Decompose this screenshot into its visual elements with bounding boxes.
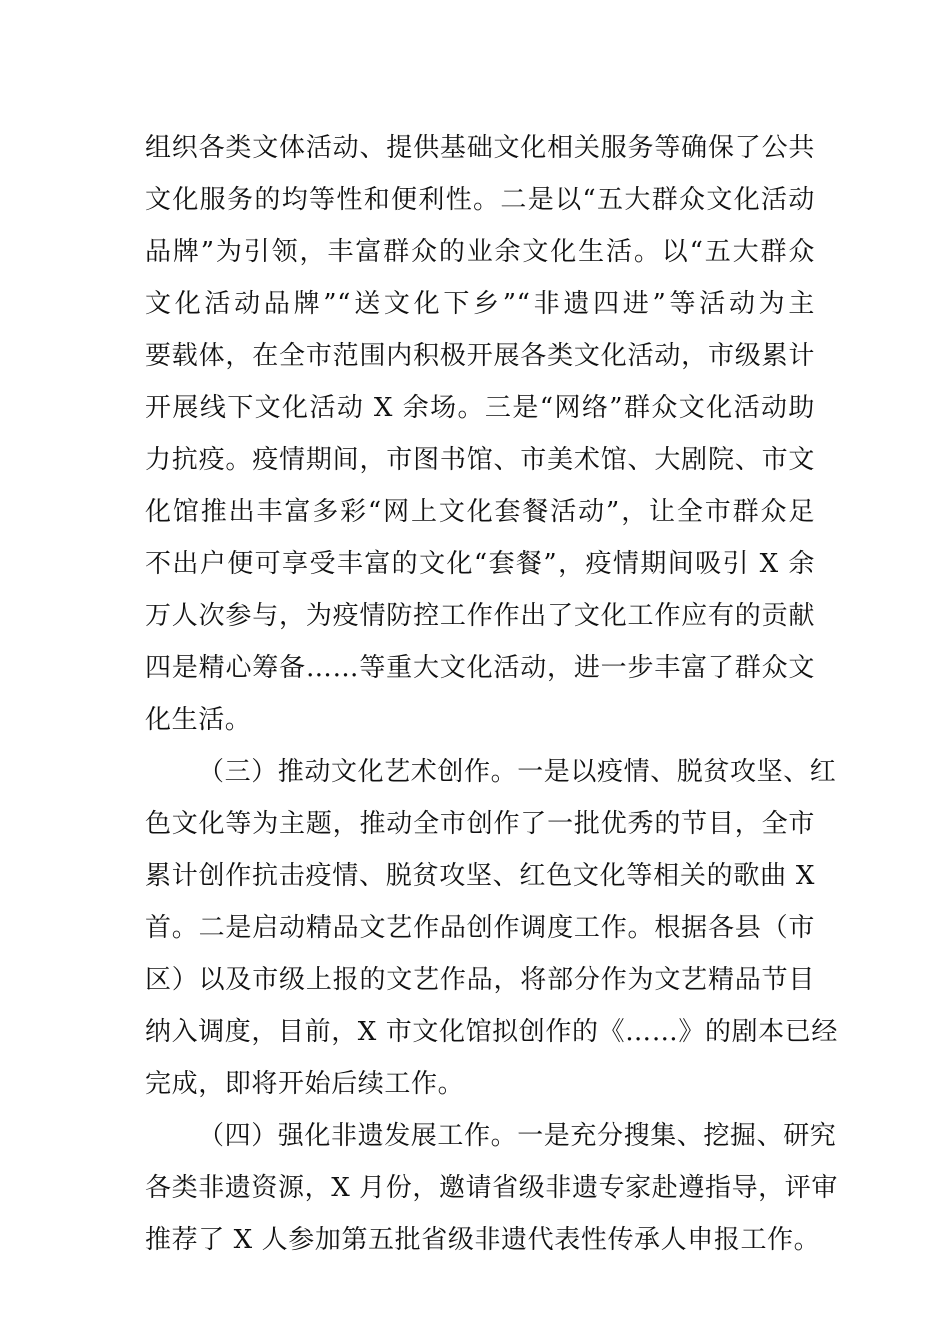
text-line: 化馆推出丰富多彩“网上文化套餐活动”，让全市群众足: [145, 497, 815, 527]
text-line: 四是精心筹备……等重大文化活动，进一步丰富了群众文: [145, 653, 815, 683]
text-line: 完成，即将开始后续工作。: [145, 1069, 465, 1099]
text-line: 要载体，在全市范围内积极开展各类文化活动，市级累计: [145, 341, 815, 371]
text-line: 推荐了 X 人参加第五批省级非遗代表性传承人申报工作。: [145, 1225, 821, 1255]
section-heading-line: （三）推动文化艺术创作。一是以疫情、脱贫攻坚、红: [198, 757, 837, 787]
text-line: 纳入调度，目前，X 市文化馆拟创作的《……》的剧本已经: [145, 1017, 838, 1047]
text-line: 文化活动品牌”“送文化下乡”“非遗四进”等活动为主: [145, 289, 815, 319]
text-line: 力抗疫。疫情期间，市图书馆、市美术馆、大剧院、市文: [145, 445, 815, 475]
text-line: 组织各类文体活动、提供基础文化相关服务等确保了公共: [145, 133, 815, 163]
text-line: 区）以及市级上报的文艺作品，将部分作为文艺精品节目: [145, 965, 815, 995]
text-line: 万人次参与，为疫情防控工作作出了文化工作应有的贡献: [145, 601, 815, 631]
text-line: 开展线下文化活动 X 余场。三是“网络”群众文化活动助: [145, 393, 815, 423]
text-line: 色文化等为主题，推动全市创作了一批优秀的节目，全市: [145, 809, 815, 839]
text-line: 累计创作抗击疫情、脱贫攻坚、红色文化等相关的歌曲 X: [145, 861, 815, 891]
text-line: 品牌”为引领，丰富群众的业余文化生活。以“五大群众: [145, 237, 815, 267]
text-line: 各类非遗资源，X 月份，邀请省级非遗专家赴遵指导，评审: [145, 1173, 838, 1203]
text-line: 不出户便可享受丰富的文化“套餐”，疫情期间吸引 X 余: [145, 549, 815, 579]
text-line: 文化服务的均等性和便利性。二是以“五大群众文化活动: [145, 185, 815, 215]
section-heading-line: （四）强化非遗发展工作。一是充分搜集、挖掘、研究: [198, 1121, 837, 1151]
text-line: 首。二是启动精品文艺作品创作调度工作。根据各县（市: [145, 913, 815, 943]
text-line: 化生活。: [145, 705, 252, 735]
